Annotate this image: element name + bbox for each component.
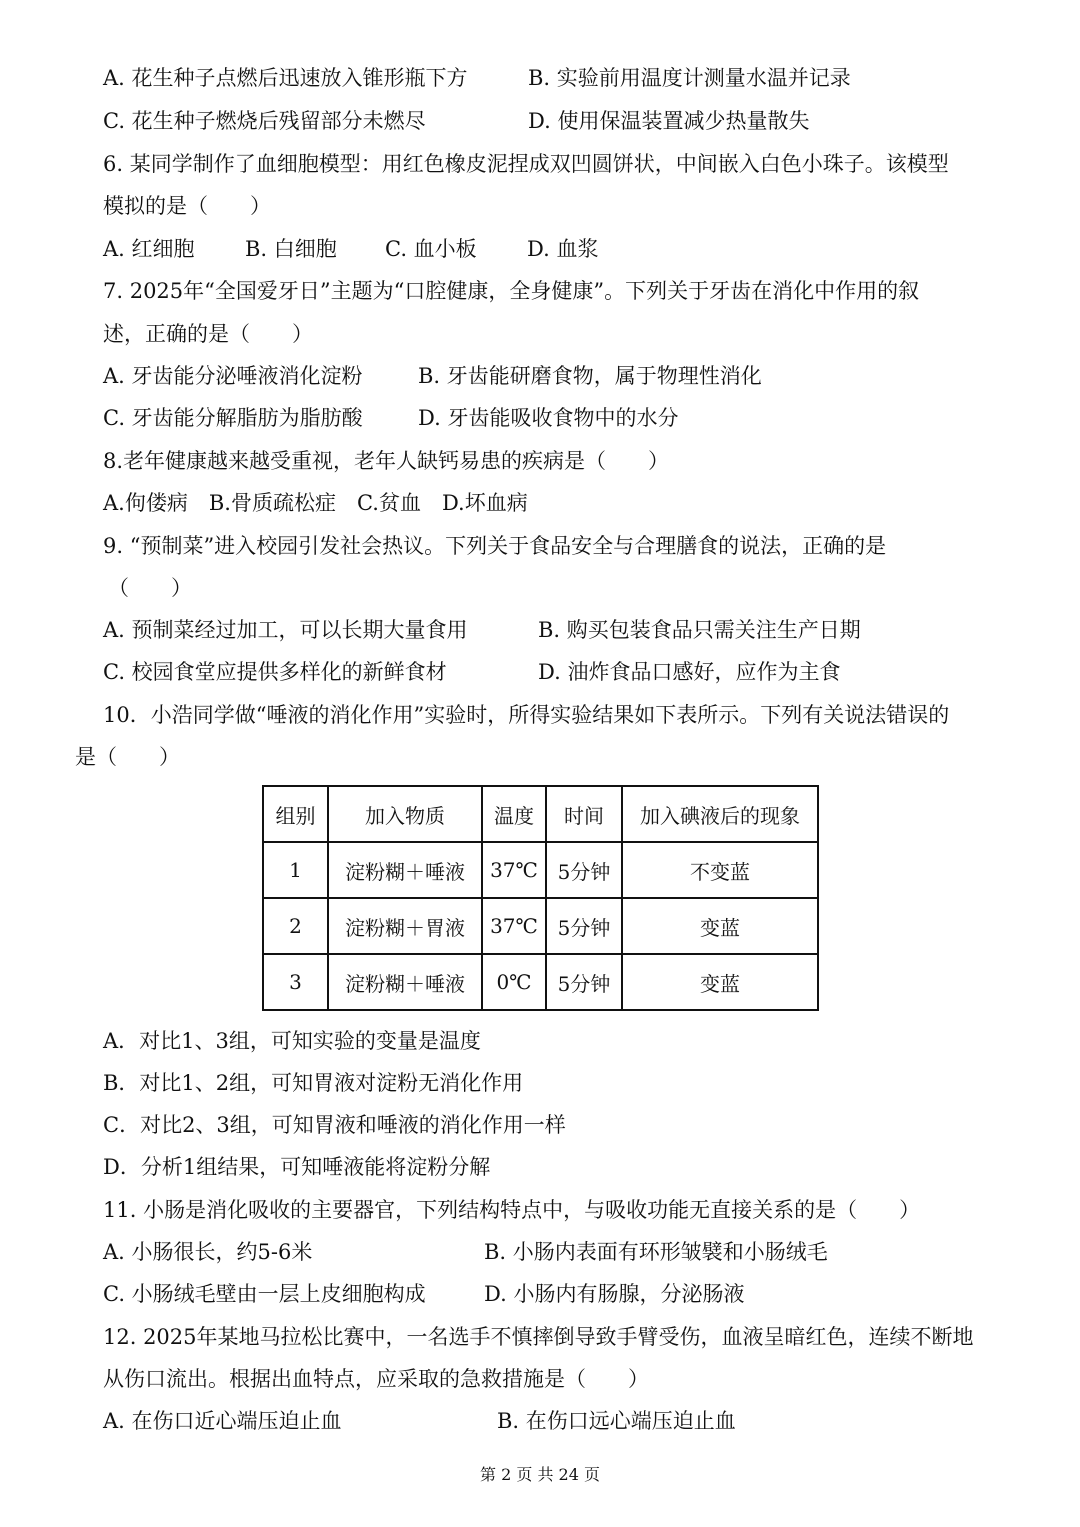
table-cell: 5分钟 <box>546 954 622 1010</box>
table-cell: 3 <box>263 954 328 1010</box>
q7-option-b: B. 牙齿能研磨食物，属于物理性消化 <box>418 364 762 388</box>
q5-option-d: D. 使用保温装置减少热量散失 <box>528 109 810 133</box>
table-cell: 变蓝 <box>622 954 818 1010</box>
q9-option-c: C. 校园食堂应提供多样化的新鲜食材 <box>103 660 447 684</box>
table-header-cell: 温度 <box>482 786 546 842</box>
q11-option-d: D. 小肠内有肠腺，分泌肠液 <box>484 1282 745 1306</box>
table-header-cell: 组别 <box>263 786 328 842</box>
table-header-row <box>263 786 818 842</box>
table-cell: 5分钟 <box>546 842 622 898</box>
table-cell: 2 <box>263 898 328 954</box>
table-cell: 5分钟 <box>546 898 622 954</box>
q6-option-a: A. 红细胞 <box>103 237 195 261</box>
q10-stem-line1: 10．小浩同学做“唾液的消化作用”实验时，所得实验结果如下表所示。下列有关说法错误的 <box>103 703 950 727</box>
q10-stem-line2: 是（ ） <box>75 745 180 769</box>
q10-option-c: C．对比2、3组，可知胃液和唾液的消化作用一样 <box>103 1113 566 1137</box>
table-header-cell: 加入物质 <box>328 786 482 842</box>
q7-stem-line2: 述，正确的是（ ） <box>103 322 313 346</box>
q11-option-c: C. 小肠绒毛壁由一层上皮细胞构成 <box>103 1282 426 1306</box>
q10-option-d: D．分析1组结果，可知唾液能将淀粉分解 <box>103 1155 491 1179</box>
table-header-cell: 时间 <box>546 786 622 842</box>
table-cell: 淀粉糊＋唾液 <box>328 842 482 898</box>
table-row <box>263 954 818 1010</box>
q7-option-a: A. 牙齿能分泌唾液消化淀粉 <box>103 364 363 388</box>
q9-option-d: D. 油炸食品口感好，应作为主食 <box>538 660 841 684</box>
table-cell: 37℃ <box>482 842 546 898</box>
q8-stem: 8.老年健康越来越受重视，老年人缺钙易患的疾病是（ ） <box>103 449 670 473</box>
table-row <box>263 898 818 954</box>
page-footer: 第 2 页 共 24 页 <box>480 1465 600 1484</box>
q5-option-a: A. 花生种子点燃后迅速放入锥形瓶下方 <box>103 66 468 90</box>
q11-option-a: A. 小肠很长，约5-6米 <box>103 1240 313 1264</box>
q7-option-c: C. 牙齿能分解脂肪为脂肪酸 <box>103 406 363 430</box>
table-cell: 淀粉糊＋胃液 <box>328 898 482 954</box>
experiment-table <box>262 785 819 1011</box>
q9-option-a: A. 预制菜经过加工，可以长期大量食用 <box>103 618 468 642</box>
q9-option-b: B. 购买包装食品只需关注生产日期 <box>538 618 861 642</box>
table-header-cell: 加入碘液后的现象 <box>622 786 818 842</box>
q11-option-b: B. 小肠内表面有环形皱襞和小肠绒毛 <box>484 1240 828 1264</box>
q9-stem-line1: 9. “预制菜”进入校园引发社会热议。下列关于食品安全与合理膳食的说法，正确的是 <box>103 534 887 558</box>
q6-option-b: B. 白细胞 <box>245 237 337 261</box>
q6-stem-line1: 6. 某同学制作了血细胞模型：用红色橡皮泥捏成双凹圆饼状，中间嵌入白色小珠子。该模型 <box>103 152 949 176</box>
table-cell: 不变蓝 <box>622 842 818 898</box>
q12-stem-line2: 从伤口流出。根据出血特点，应采取的急救措施是（ ） <box>103 1367 649 1391</box>
table-cell: 1 <box>263 842 328 898</box>
q8-options: A.佝偻病 B.骨质疏松症 C.贫血 D.坏血病 <box>103 491 528 515</box>
q9-stem-line2: （ ） <box>108 576 192 600</box>
q7-option-d: D. 牙齿能吸收食物中的水分 <box>418 406 679 430</box>
q12-option-a: A. 在伤口近心端压迫止血 <box>103 1409 342 1433</box>
q5-option-b: B. 实验前用温度计测量水温并记录 <box>528 66 851 90</box>
q6-stem-line2: 模拟的是（ ） <box>103 194 271 218</box>
q11-stem: 11. 小肠是消化吸收的主要器官，下列结构特点中，与吸收功能无直接关系的是（ ） <box>103 1198 921 1222</box>
table-cell: 37℃ <box>482 898 546 954</box>
q10-option-a: A．对比1、3组，可知实验的变量是温度 <box>103 1029 481 1053</box>
q6-option-d: D. 血浆 <box>527 237 599 261</box>
table-row <box>263 842 818 898</box>
q10-option-b: B．对比1、2组，可知胃液对淀粉无消化作用 <box>103 1071 524 1095</box>
q12-option-b: B. 在伤口远心端压迫止血 <box>497 1409 736 1433</box>
q12-stem-line1: 12. 2025年某地马拉松比赛中，一名选手不慎摔倒导致手臂受伤，血液呈暗红色，连续不断地 <box>103 1325 974 1349</box>
q7-stem-line1: 7. 2025年“全国爱牙日”主题为“口腔健康，全身健康”。下列关于牙齿在消化中作用的叙 <box>103 279 920 303</box>
table-cell: 变蓝 <box>622 898 818 954</box>
table-cell: 0℃ <box>482 954 546 1010</box>
q5-option-c: C. 花生种子燃烧后残留部分未燃尽 <box>103 109 426 133</box>
table-cell: 淀粉糊＋唾液 <box>328 954 482 1010</box>
q6-option-c: C. 血小板 <box>385 237 477 261</box>
